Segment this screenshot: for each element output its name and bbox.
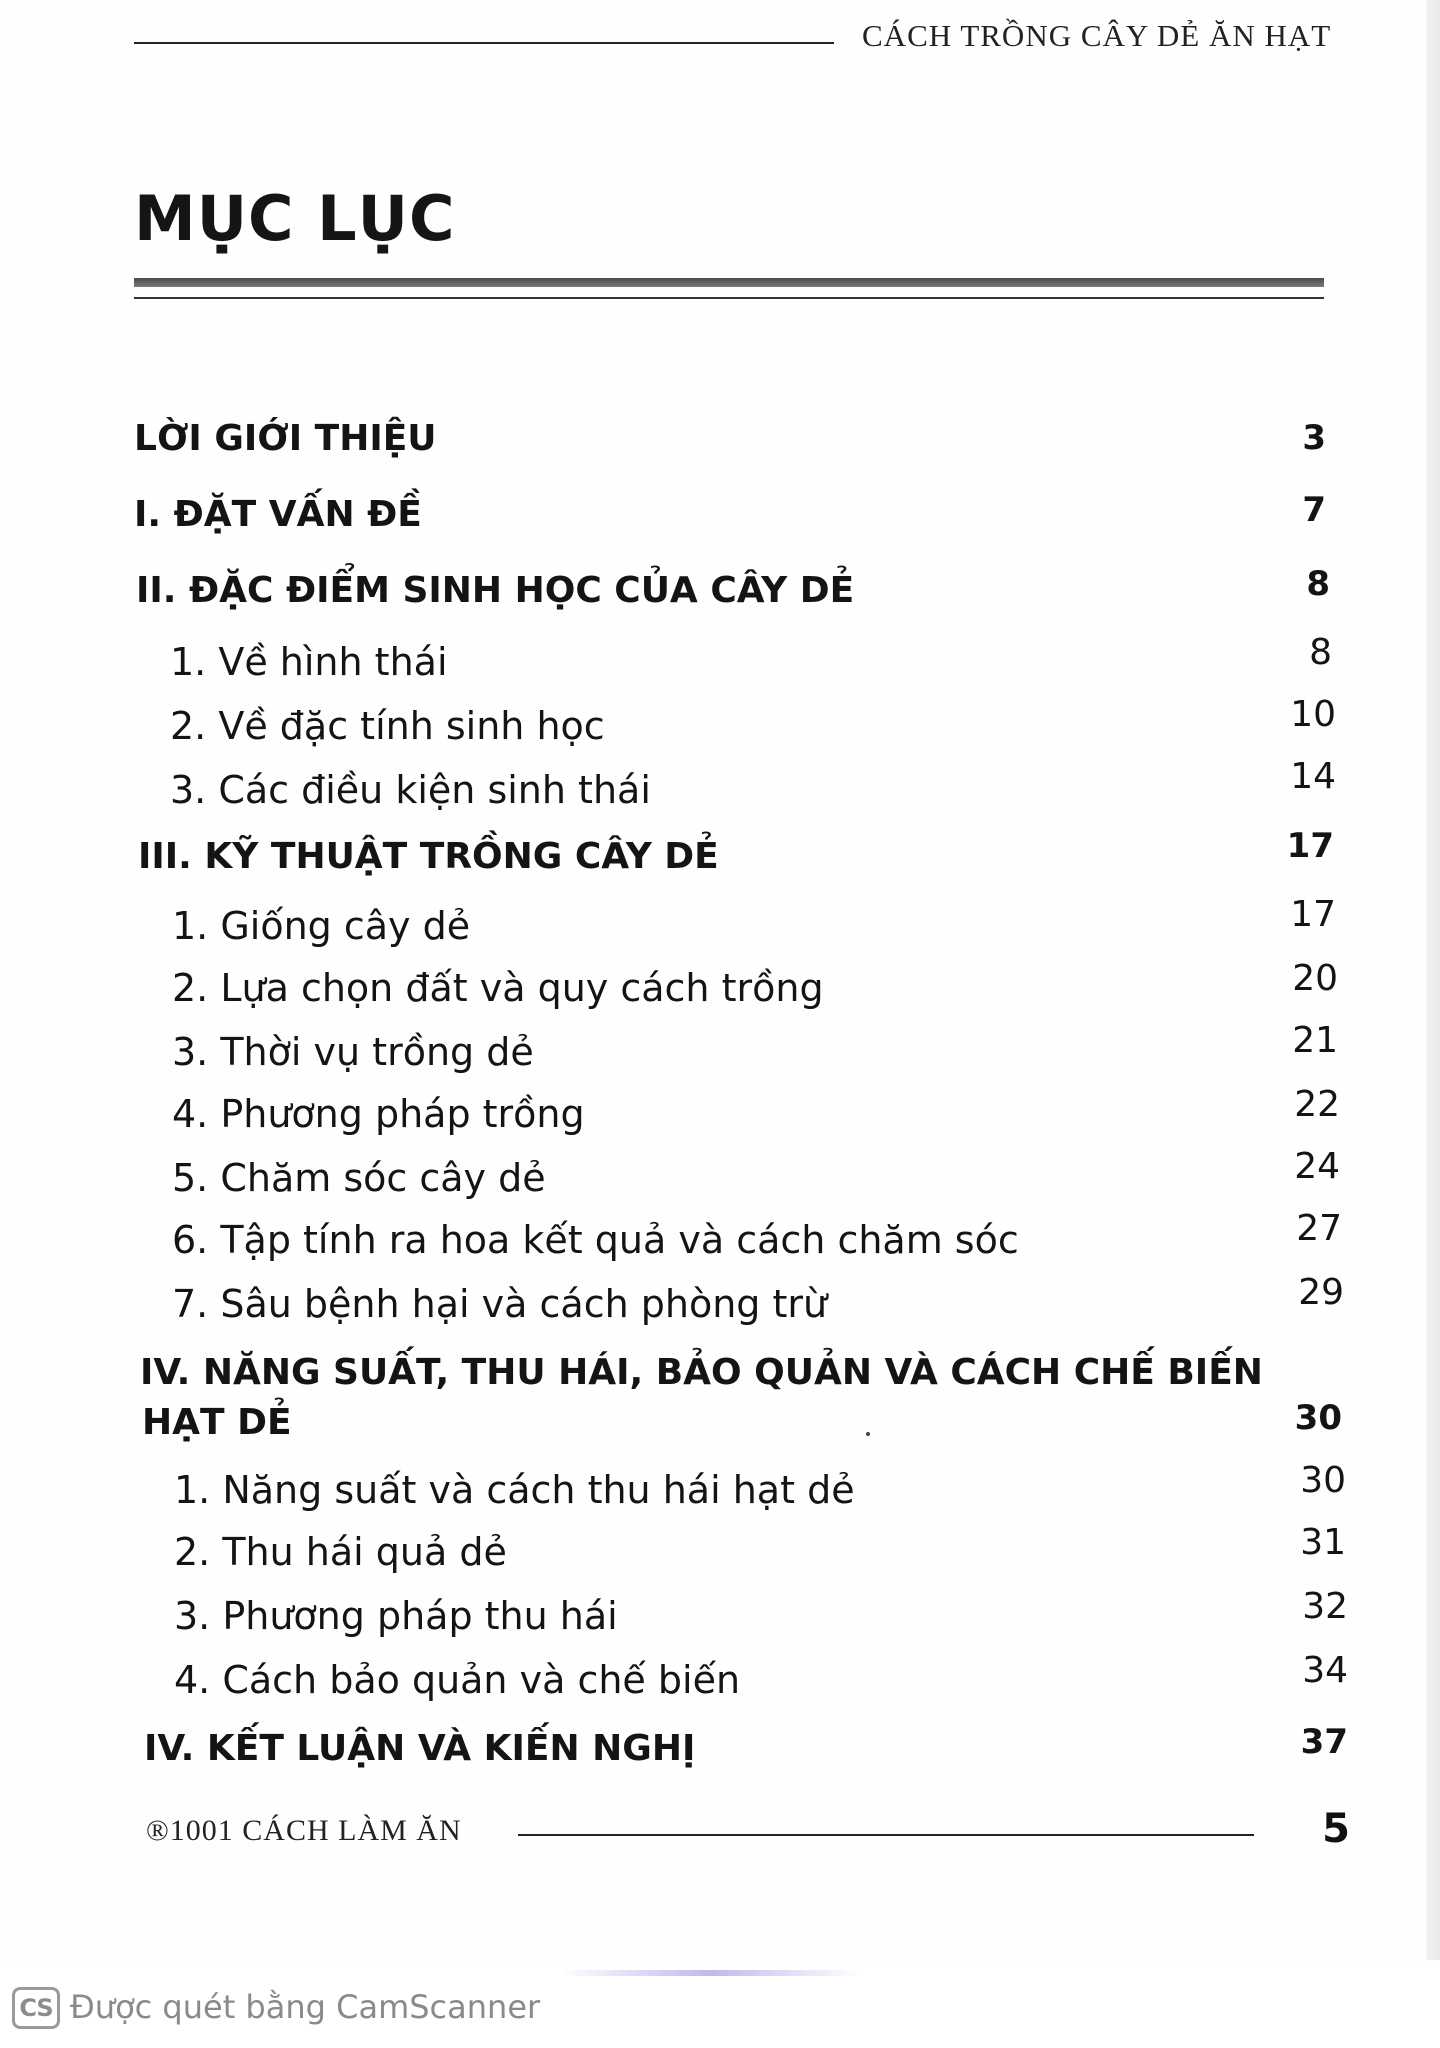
- footer-series-title: ®1001 CÁCH LÀM ĂN: [146, 1814, 462, 1847]
- toc-page-number: 21: [1292, 1020, 1338, 1061]
- toc-page-number: 14: [1290, 756, 1336, 797]
- toc-entry-ket-luan: IV. KẾT LUẬN VÀ KIẾN NGHỊ: [144, 1728, 696, 1769]
- header-rule: [134, 42, 834, 44]
- toc-entry-thu-hai-qua-de: 2. Thu hái quả dẻ: [174, 1530, 507, 1574]
- toc-entry-loi-gioi-thieu: LỜI GIỚI THIỆU: [134, 418, 437, 459]
- toc-page-number: 17: [1286, 826, 1334, 866]
- toc-entry-dac-diem-sinh-hoc: II. ĐẶC ĐIỂM SINH HỌC CỦA CÂY DẺ: [136, 570, 855, 611]
- toc-page-number: 29: [1298, 1272, 1344, 1313]
- toc-entry-ve-hinh-thai: 1. Về hình thái: [170, 640, 448, 684]
- toc-entry-tap-tinh-ra-hoa: 6. Tập tính ra hoa kết quả và cách chăm sóc: [172, 1218, 1019, 1262]
- title-rule-thick: [134, 278, 1324, 287]
- toc-entry-sau-benh-hai: 7. Sâu bệnh hại và cách phòng trừ: [172, 1282, 828, 1326]
- print-speck: [866, 1432, 870, 1436]
- camscanner-watermark-text: Được quét bằng CamScanner: [70, 1988, 541, 2026]
- toc-page-number: 37: [1300, 1722, 1348, 1762]
- footer-rule: [518, 1834, 1254, 1836]
- toc-page-number: 8: [1306, 564, 1330, 604]
- toc-page-number: 31: [1300, 1522, 1346, 1563]
- camscanner-logo-icon: CS: [12, 1987, 60, 2029]
- title-rule-thin: [134, 297, 1324, 299]
- toc-page-number: 32: [1302, 1586, 1348, 1627]
- toc-entry-lua-chon-dat: 2. Lựa chọn đất và quy cách trồng: [172, 966, 824, 1010]
- toc-entry-phuong-phap-thu-hai: 3. Phương pháp thu hái: [174, 1594, 618, 1638]
- toc-page-number: 34: [1302, 1650, 1348, 1691]
- page-edge-shadow: [1426, 0, 1440, 1960]
- toc-entry-phuong-phap-trong: 4. Phương pháp trồng: [172, 1092, 585, 1136]
- toc-entry-giong-cay-de: 1. Giống cây dẻ: [172, 904, 471, 948]
- toc-entry-cham-soc: 5. Chăm sóc cây dẻ: [172, 1156, 546, 1200]
- toc-entry-bao-quan-che-bien: 4. Cách bảo quản và chế biến: [174, 1658, 741, 1702]
- running-header-title: CÁCH TRỒNG CÂY DẺ ĂN HẠT: [862, 18, 1332, 53]
- toc-entry-nang-suat-va-cach-thu-hai: 1. Năng suất và cách thu hái hạt dẻ: [174, 1468, 855, 1512]
- toc-entry-dat-van-de: I. ĐẶT VẤN ĐỀ: [134, 494, 422, 535]
- toc-entry-nang-suat-thu-hai-line2: HẠT DẺ: [142, 1402, 292, 1443]
- toc-page-number: 7: [1302, 490, 1326, 530]
- toc-entry-dieu-kien-sinh-thai: 3. Các điều kiện sinh thái: [170, 768, 651, 812]
- toc-page-number: 30: [1294, 1398, 1342, 1438]
- toc-page-number: 17: [1290, 894, 1336, 935]
- toc-entry-ky-thuat-trong: III. KỸ THUẬT TRỒNG CÂY DẺ: [138, 836, 719, 877]
- toc-page-number: 27: [1296, 1208, 1342, 1249]
- toc-page-number: 3: [1302, 418, 1326, 458]
- scanner-glow: [560, 1970, 860, 1976]
- toc-title: MỤC LỤC: [134, 182, 456, 255]
- footer-page-number: 5: [1322, 1806, 1350, 1852]
- toc-page-number: 20: [1292, 958, 1338, 999]
- toc-page-number: 10: [1290, 694, 1336, 735]
- toc-entry-ve-dac-tinh-sinh-hoc: 2. Về đặc tính sinh học: [170, 704, 605, 748]
- toc-entry-thoi-vu: 3. Thời vụ trồng dẻ: [172, 1030, 534, 1074]
- toc-entry-nang-suat-thu-hai: IV. NĂNG SUẤT, THU HÁI, BẢO QUẢN VÀ CÁCH CHẾ BIẾN: [140, 1352, 1263, 1393]
- toc-page-number: 22: [1294, 1084, 1340, 1125]
- toc-page-number: 8: [1309, 632, 1332, 673]
- toc-page-number: 24: [1294, 1146, 1340, 1187]
- toc-page-number: 30: [1300, 1460, 1346, 1501]
